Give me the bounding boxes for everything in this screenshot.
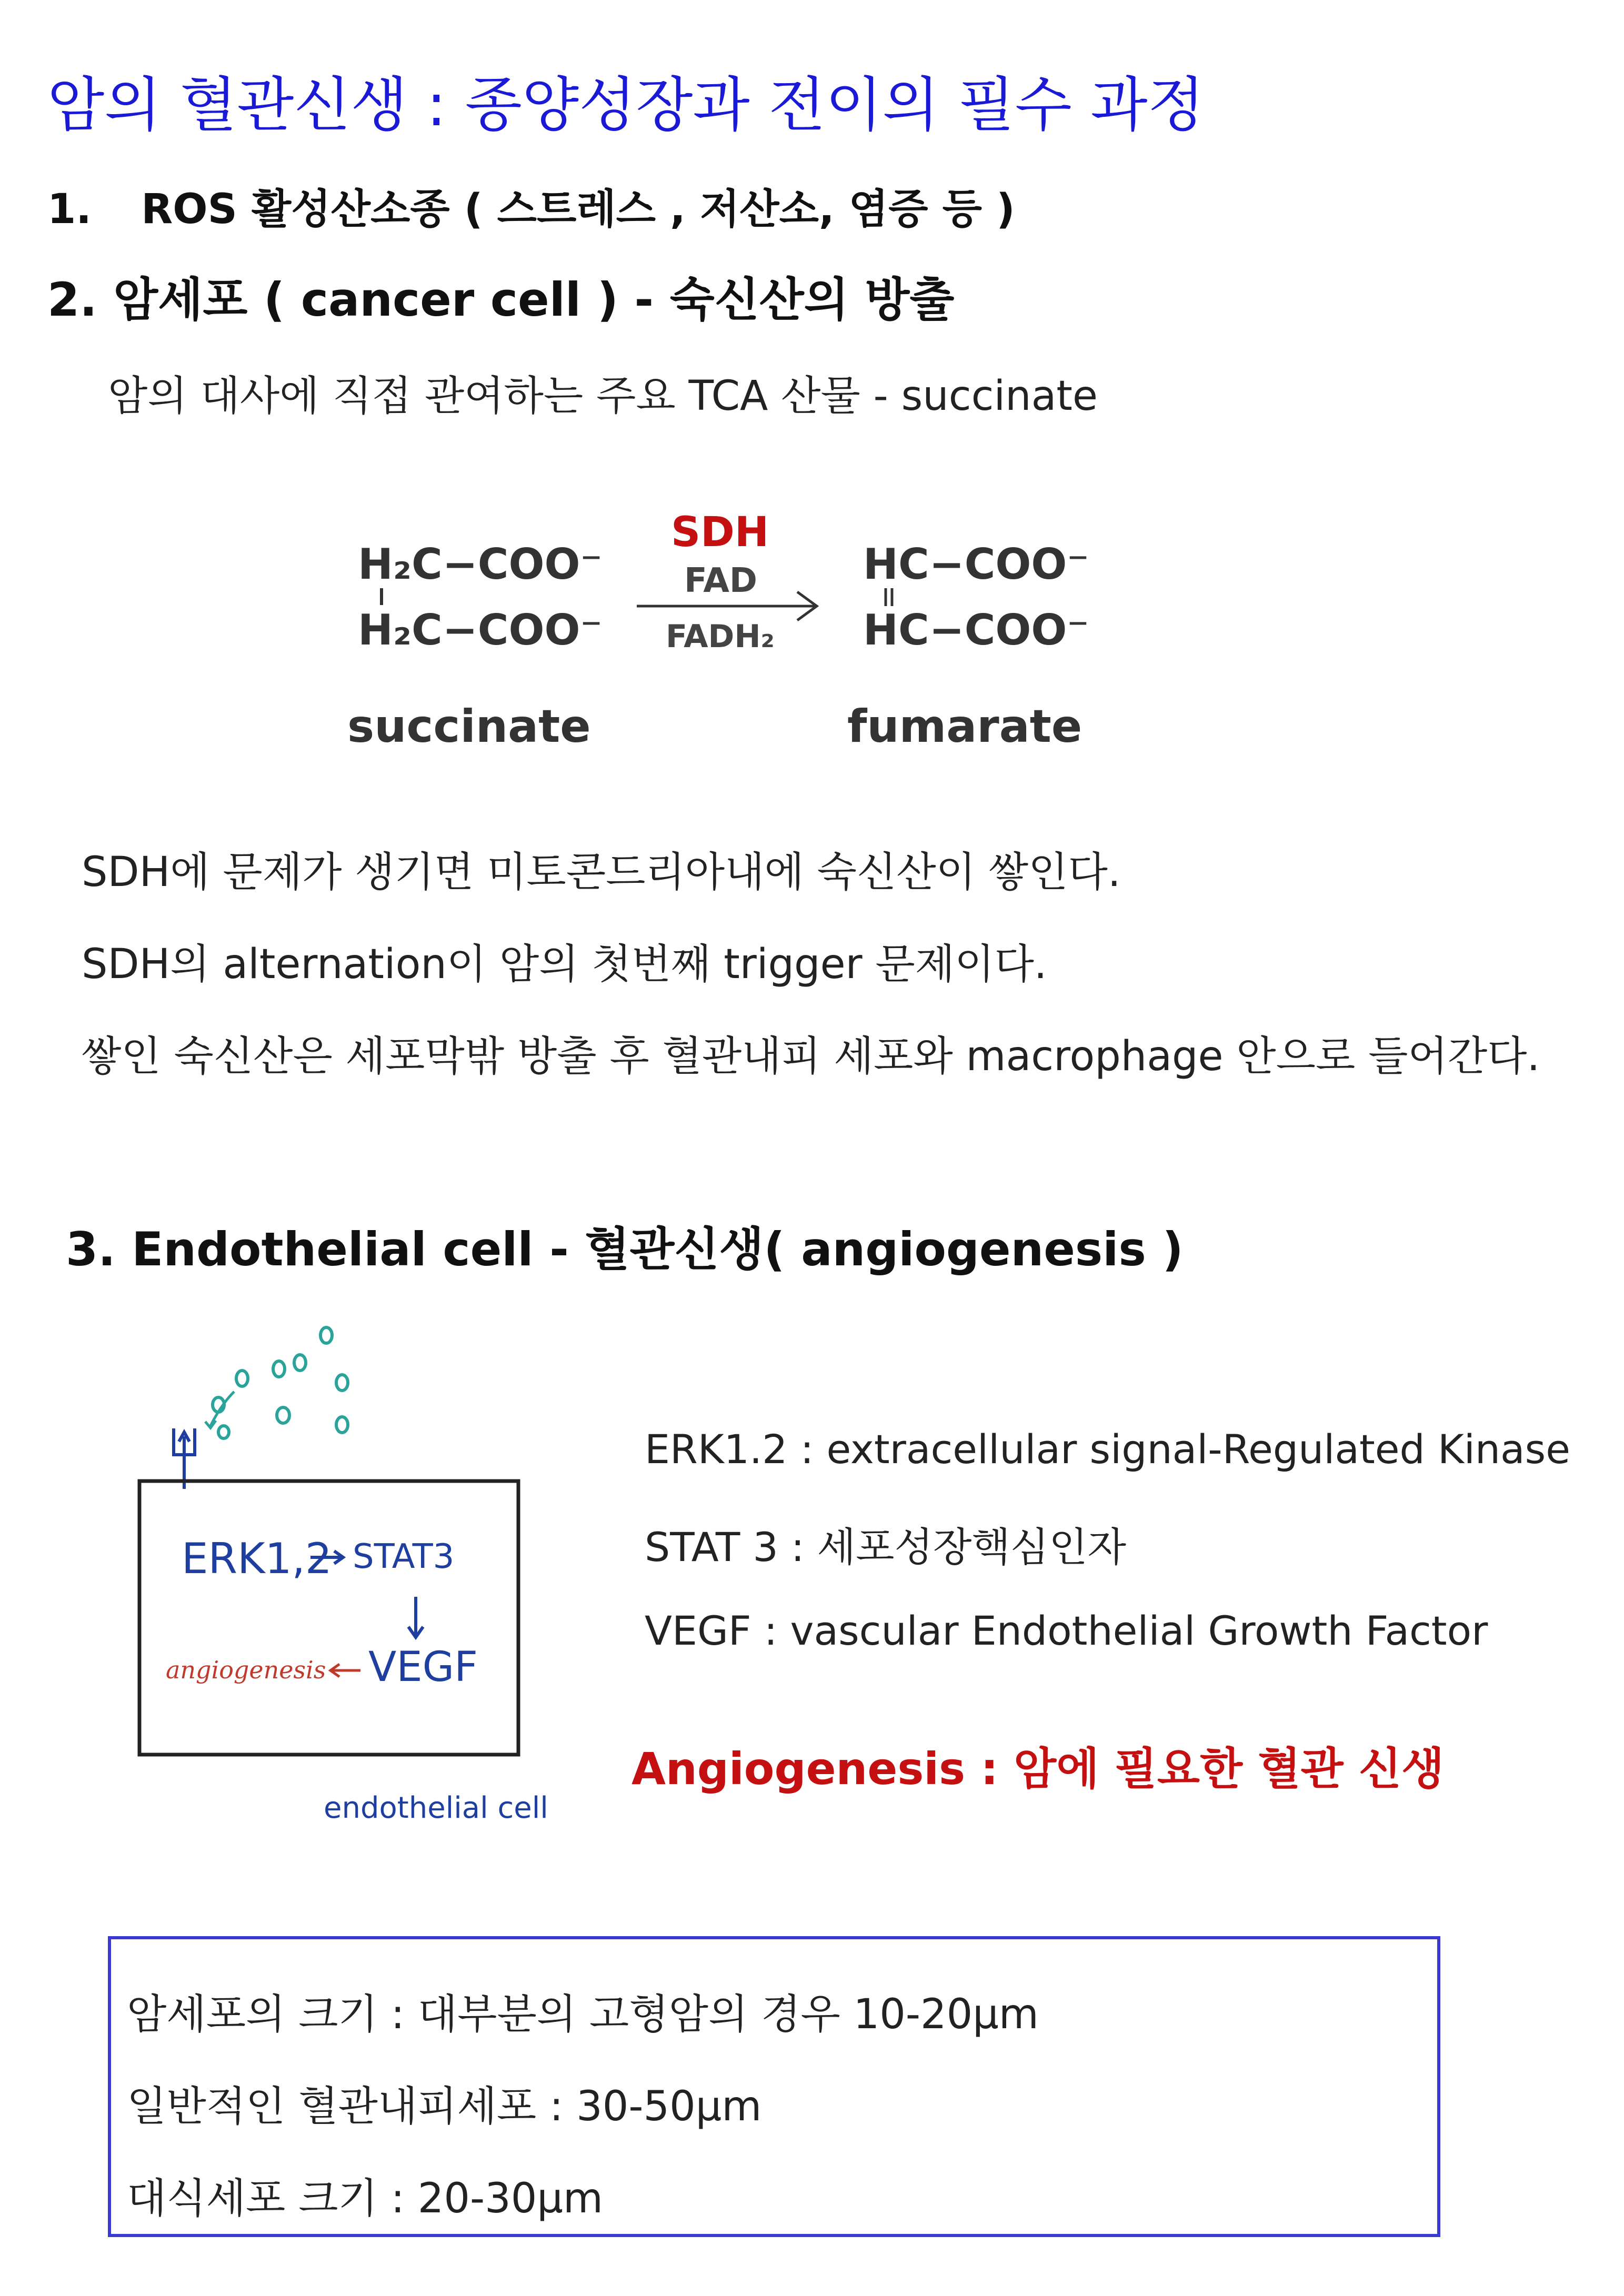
section-1-text: ROS 활성산소종 ( 스트레스 , 저산소, 염증 등 ): [141, 186, 1015, 233]
sdh-reaction-diagram: [295, 484, 1116, 810]
endothelial-cell-size: 일반적인 혈관내피세포 : 30-50μm: [127, 2083, 762, 2130]
section-2-heading: 2. 암세포 ( cancer cell ) - 숙신산의 방출: [47, 273, 955, 327]
cell-label: endothelial cell: [324, 1791, 548, 1825]
enzyme-label: SDH: [671, 509, 769, 556]
reactant-top: H₂C−COO⁻: [358, 540, 603, 589]
succinate-molecules: [205, 1327, 348, 1438]
product-bottom: HC−COO⁻: [863, 606, 1089, 654]
reactant-name: succinate: [347, 700, 591, 753]
note-1: SDH에 문제가 생기면 미토콘드리아내에 숙신산이 쌓인다.: [82, 849, 1121, 896]
section-1-heading: [47, 176, 1015, 235]
endothelial-cell-diagram: [121, 1300, 563, 1847]
section-3-heading: 3. Endothelial cell - 혈관신생( angiogenesis ): [66, 1222, 1184, 1276]
stat-label: STAT3: [353, 1537, 455, 1576]
reactant-bottom: H₂C−COO⁻: [358, 606, 603, 654]
legend-vegf: VEGF : vascular Endothelial Growth Factor: [645, 1607, 1488, 1654]
page-title: 암의 혈관신생 : 종양성장과 전이의 필수 과정: [47, 71, 1205, 139]
angiogenesis-label: angiogenesis: [166, 1656, 326, 1684]
note-2: SDH의 alternation이 암의 첫번째 trigger 문제이다.: [82, 941, 1047, 988]
legend-stat: STAT 3 : 세포성장핵심인자: [645, 1524, 1127, 1570]
angiogenesis-highlight: Angiogenesis : 암에 필요한 혈관 신생: [631, 1743, 1445, 1795]
section-1-number: 1.: [47, 186, 92, 233]
legend-erk: ERK1.2 : extracellular signal-Regulated Kinase: [645, 1426, 1570, 1473]
section-2-intro: 암의 대사에 직접 관여하는 주요 TCA 산물 - succinate: [108, 372, 1098, 420]
product-name: fumarate: [847, 700, 1082, 753]
cell-size-box: [108, 1936, 1440, 2237]
macrophage-size: 대식세포 크기 : 20-30μm: [127, 2175, 604, 2222]
cell-membrane: [139, 1481, 518, 1755]
vegf-label: VEGF: [368, 1644, 478, 1691]
cofactor-in: FAD: [684, 561, 758, 600]
erk-label: ERK1,2: [182, 1534, 332, 1583]
product-top: HC−COO⁻: [863, 540, 1089, 589]
cancer-cell-size: 암세포의 크기 : 대부분의 고형암의 경우 10-20μm: [127, 1991, 1039, 2038]
cofactor-out: FADH₂: [666, 618, 775, 655]
note-3: 쌓인 숙신산은 세포막밖 방출 후 혈관내피 세포와 macrophage 안으로 들어간다.: [82, 1033, 1540, 1080]
